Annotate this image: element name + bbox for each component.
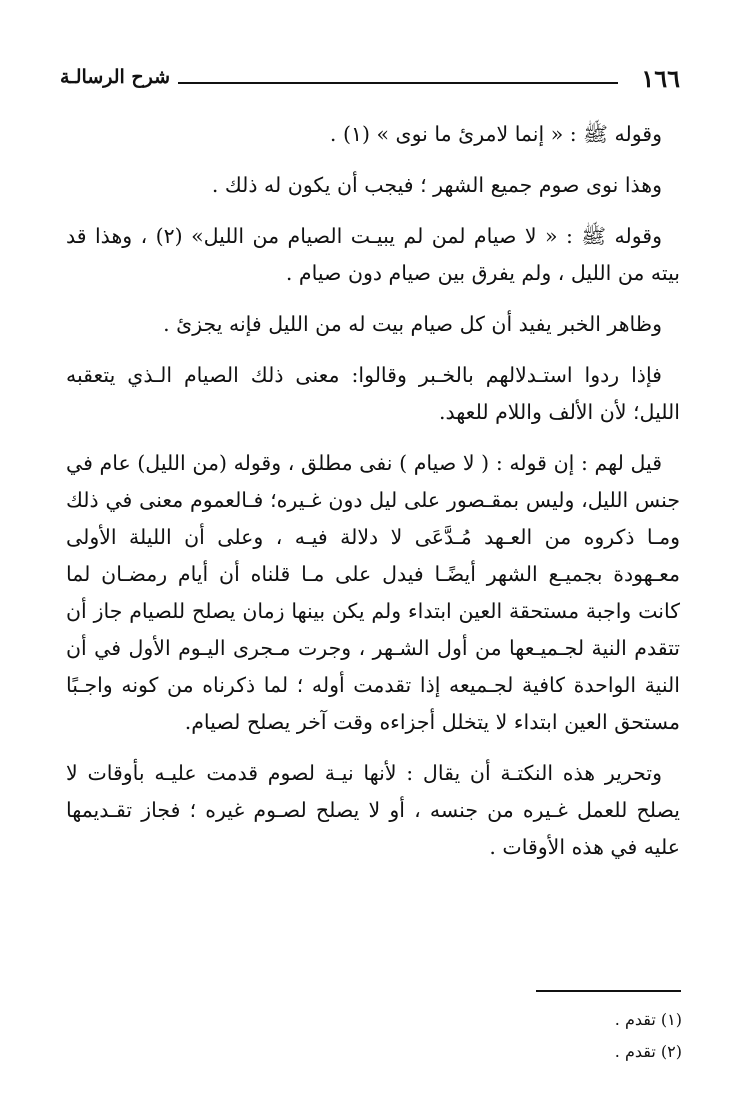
paragraph-5: فإذا ردوا استـدلالهم بالخـبر وقالوا: معنى ذلك الصيام الـذي يتعقبه الليل؛ لأن الألف واللام للعهد. <box>66 363 680 424</box>
paragraph-6: قيل لهم : إن قوله : ( لا صيام ) نفى مطلق ، وقوله (من الليل) عام في جنس الليل، وليس بمقـصور على ليل دون غـيره؛ فـالعموم معنى في ذلك ومـا ذكروه من العـهد مُـدَّعَى لا دلالة فيـه ، وعلى أن الليلة الأولى معـهودة بجميـع الشهر أيضًـا فيدل على مـا قلناه أن أيام رمضـان لما كانت واجبة مستحقة العين ابتداء ولم يكن بينها زمان يصلح للصيام جاز أن تتقدم النية لجـميـعها من أول الشـهر ، وجرت مـجرى اليـوم الأول في أن النية الواحدة كافية لجـميعه إذا تقدمت أوله ؛ لما ذكرناه من كونه واجـبًا مستحق العين ابتداء لا يتخلل أجزاءه وقت آخر يصلح لصيام. <box>66 451 680 734</box>
header-rule <box>178 82 618 84</box>
footnotes <box>400 1004 682 1068</box>
page-header <box>60 62 680 102</box>
footnote-2: (٢) تقدم . <box>614 1042 682 1061</box>
main-text <box>66 116 680 880</box>
paragraph-1: وقوله ﷺ : « إنما لامرئ ما نوى » (١) . <box>329 122 662 146</box>
paragraph-3: وقوله ﷺ : « لا صيام لمن لم يبيـت الصيام من الليل» (٢) ، وهذا قد بيته من الليل ، ولم يفرق بين صيام دون صيام . <box>66 224 680 285</box>
paragraph-4: وظاهر الخبر يفيد أن كل صيام بيت له من الليل فإنه يجزئ . <box>163 312 662 336</box>
page-number: ١٦٦ <box>641 64 680 93</box>
footnote-rule <box>536 990 681 992</box>
footnote-1: (١) تقدم . <box>614 1010 682 1029</box>
paragraph-2: وهذا نوى صوم جميع الشهر ؛ فيجب أن يكون له ذلك . <box>211 173 662 197</box>
paragraph-7: وتحرير هذه النكتـة أن يقال : لأنها نيـة لصوم قدمت عليـه بأوقات لا يصلح للعمل غـيره من جنسه ، أو لا يصلح لصـوم غيره ؛ فجاز تقـديمها عليه في هذه الأوقات . <box>66 761 680 859</box>
running-title: شرح الرسالـة <box>60 66 171 88</box>
